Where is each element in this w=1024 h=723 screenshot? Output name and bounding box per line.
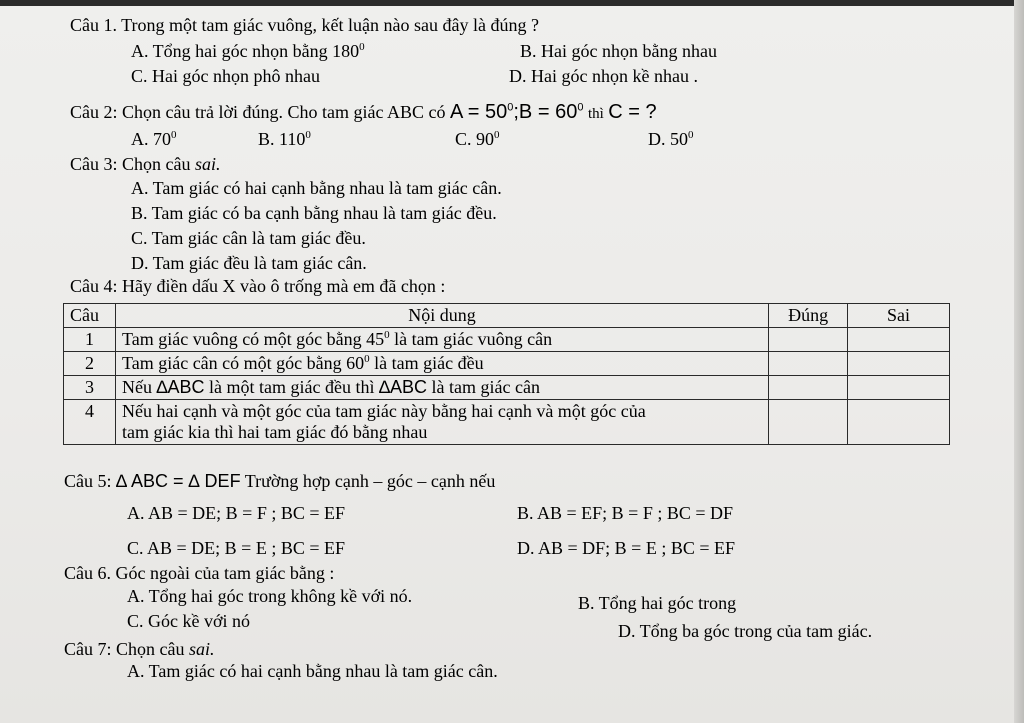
row-number: 4 (64, 400, 116, 445)
q4-question: Câu 4: Hãy điền dấu X vào ô trống mà em đã chọn : (70, 276, 446, 296)
q1-option-d: D. Hai góc nhọn kề nhau . (509, 66, 698, 86)
q4-table (63, 303, 950, 445)
q1-option-b: B. Hai góc nhọn bằng nhau (520, 41, 717, 61)
table-row (64, 400, 950, 445)
q5-question: Câu 5: ∆ ABC = ∆ DEF Trường hợp cạnh – góc – cạnh nếu (64, 471, 496, 491)
q7-question: Câu 7: Chọn câu sai. (64, 639, 215, 659)
header-dung: Đúng (769, 304, 848, 328)
sai-checkbox-cell[interactable] (848, 352, 950, 376)
q2-question: Câu 2: Chọn câu trả lời đúng. Cho tam giác ABC có $A = 50^0;B = 60^0$ thì C = ? (70, 101, 657, 123)
q5-option-c: C. AB = DE; B = E ; BC = EF (127, 538, 345, 558)
q6-option-b: B. Tổng hai góc trong (578, 593, 737, 613)
q6-question: Câu 6. Góc ngoài của tam giác bằng : (64, 563, 335, 583)
row-content: Nếu ∆ABC là một tam giác đều thì ∆ABC là tam giác cân (115, 376, 768, 400)
q5-option-a: A. AB = DE; B = F ; BC = EF (127, 503, 345, 523)
sai-checkbox-cell[interactable] (848, 400, 950, 445)
q3-option-a: A. Tam giác có hai cạnh bằng nhau là tam giác cân. (131, 178, 502, 198)
q2-option-c: C. $90^0$ (455, 129, 500, 149)
q1-question: Câu 1. Trong một tam giác vuông, kết luận nào sau đây là đúng ? (70, 15, 539, 35)
row-content: Nếu hai cạnh và một góc của tam giác này bằng hai cạnh và một góc của tam giác kia thì hai tam giác đó bằng nhau (115, 400, 768, 445)
q2-formula: $A = 50^0;B = 60^0$ (449, 101, 584, 123)
q1-option-c: C. Hai góc nhọn phô nhau (131, 66, 320, 86)
q6-option-c: C. Góc kề với nó (127, 611, 251, 631)
header-sai: Sai (848, 304, 950, 328)
dung-checkbox-cell[interactable] (769, 400, 848, 445)
q3-question: Câu 3: Chọn câu sai. (70, 154, 221, 174)
row-content: Tam giác cân có một góc bằng $60^0$ là tam giác đều (115, 352, 768, 376)
q2-option-a: A. $70^0$ (131, 129, 177, 149)
row-number: 3 (64, 376, 116, 400)
dung-checkbox-cell[interactable] (769, 328, 848, 352)
row-number: 2 (64, 352, 116, 376)
dung-checkbox-cell[interactable] (769, 376, 848, 400)
q6-option-d: D. Tổng ba góc trong của tam giác. (618, 621, 873, 641)
table-header-row (64, 304, 950, 328)
row-content: Tam giác vuông có một góc bằng $45^0$ là tam giác vuông cân (115, 328, 768, 352)
q3-option-d: D. Tam giác đều là tam giác cân. (131, 253, 367, 273)
sai-checkbox-cell[interactable] (848, 376, 950, 400)
q7-option-a: A. Tam giác có hai cạnh bằng nhau là tam giác cân. (127, 661, 498, 681)
row-number: 1 (64, 328, 116, 352)
q6-option-a: A. Tổng hai góc trong không kề với nó. (127, 586, 413, 606)
table-row (64, 352, 950, 376)
q5-option-d: D. AB = DF; B = E ; BC = EF (517, 538, 735, 558)
header-noi-dung: Nội dung (115, 304, 768, 328)
header-cau: Câu (64, 304, 116, 328)
q1-option-a: A. Tổng hai góc nhọn bằng $180^0$ (131, 41, 365, 61)
q2-option-d: D. $50^0$ (648, 129, 694, 149)
table-row (64, 376, 950, 400)
dung-checkbox-cell[interactable] (769, 352, 848, 376)
q3-option-c: C. Tam giác cân là tam giác đều. (131, 228, 366, 248)
table-row (64, 328, 950, 352)
q2-option-b: B. $110^0$ (258, 129, 311, 149)
page-edge (1014, 0, 1024, 723)
q5-option-b: B. AB = EF; B = F ; BC = DF (517, 503, 734, 523)
q3-option-b: B. Tam giác có ba cạnh bằng nhau là tam giác đều. (131, 203, 497, 223)
sai-checkbox-cell[interactable] (848, 328, 950, 352)
